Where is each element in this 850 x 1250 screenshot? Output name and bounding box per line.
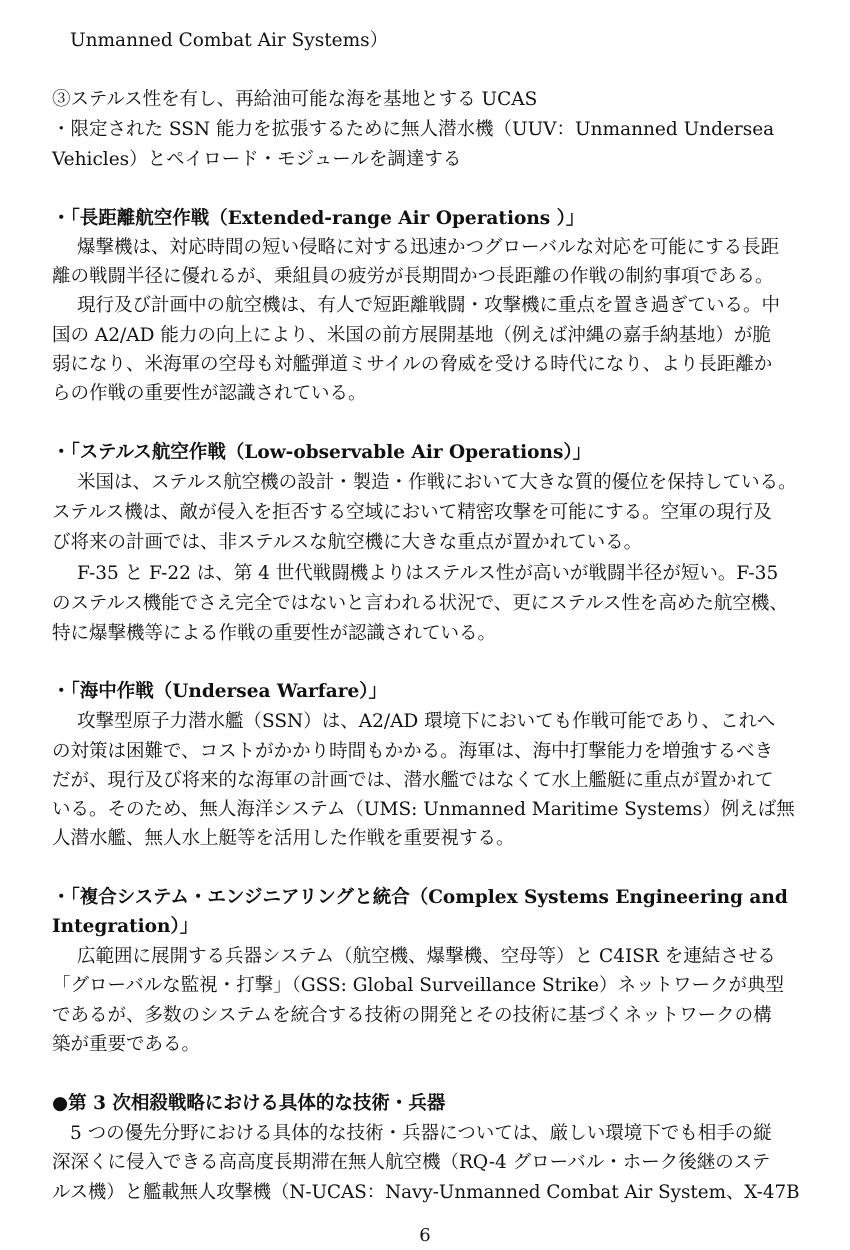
text-line: 攻撃型原子力潜水艦（SSN）は、A2/AD 環境下においても作戦可能であり、これへ (77, 711, 776, 732)
page-number: 6 (419, 1225, 431, 1246)
text-line: 「グローバルな監視・打撃」（GSS: Global Surveillance Strike）ネットワークが典型 (52, 975, 784, 996)
text-line: いる。そのため、無人海洋システム（UMS: Unmanned Maritime Systems）例えば無 (52, 799, 795, 820)
text-line: 広範囲に展開する兵器システム（航空機、爆撃機、空母等）と C4ISR を連結させる (77, 946, 776, 967)
section-heading: ●第 3 次相殺戦略における具体的な技術・兵器 (52, 1093, 446, 1114)
text-line: 現行及び計画中の航空機は、有人で短距離戦闘・攻撃機に重点を置き過ぎている。中 (77, 295, 781, 316)
text-line: 国の A2/AD 能力の向上により、米国の前方展開基地（例えば沖縄の嘉手納基地）が脆 (52, 325, 771, 346)
section-heading: ・「ステルス航空作戦（Low-observable Air Operations）」 (52, 442, 592, 463)
text-line: らの作戦の重要性が認識されている。 (52, 383, 367, 404)
text-line: ステルス機は、敵が侵入を拒否する空域において精密攻撃を可能にする。空軍の現行及 (52, 502, 772, 523)
text-line: 築が重要である。 (52, 1034, 201, 1055)
text-line: 爆撃機は、対応時間の短い侵略に対する迅速かつグローバルな対応を可能にする長距 (77, 237, 780, 258)
text-line: 米国は、ステルス航空機の設計・製造・作戦において大きな質的優位を保持している。 (77, 472, 797, 493)
text-line: Vehicles）とペイロード・モジュールを調達する (52, 149, 462, 170)
text-line: であるが、多数のシステムを統合する技術の開発とその技術に基づくネットワークの構 (52, 1005, 772, 1026)
section-heading: ・「長距離航空作戦（Extended-range Air Operations ）」 (52, 208, 585, 229)
text-line: のステルス機能でさえ完全ではないと言われる状況で、更にステルス性を高めた航空機、 (52, 593, 788, 614)
text-line: び将来の計画では、非ステルスな航空機に大きな重点が置かれている。 (52, 532, 643, 553)
text-line: F-35 と F-22 は、第 4 世代戦闘機よりはステルス性が高いが戦闘半径が短い。F-35 (77, 563, 779, 584)
section-heading: ・「海中作戦（Undersea Warfare）」 (52, 681, 388, 702)
text-line: ルス機）と艦載無人攻撃機（N-UCAS：Navy-Unmanned Combat Air System、X-47B (52, 1182, 800, 1203)
text-line: 深深くに侵入できる高高度長期滞在無人航空機（RQ-4 グローバル・ホーク後継のステ (52, 1152, 771, 1173)
text-line: の対策は困難で、コストがかかり時間もかかる。海軍は、海中打撃能力を増強するべき (52, 741, 774, 762)
text-line: 特に爆撃機等による作戦の重要性が認識されている。 (52, 623, 497, 644)
text-line: 5 つの優先分野における具体的な技術・兵器については、厳しい環境下でも相手の縦 (70, 1123, 772, 1144)
section-heading: Integration）」 (52, 916, 199, 937)
text-line: Unmanned Combat Air Systems） (70, 30, 389, 51)
text-line: 人潜水艦、無人水上艇等を活用した作戦を重要視する。 (52, 828, 515, 849)
text-line: ・限定された SSN 能力を拡張するために無人潜水機（UUV：Unmanned Undersea (52, 119, 775, 140)
section-heading: ・「複合システム・エンジニアリングと統合（Complex Systems Engineering and (52, 887, 788, 908)
text-line: 離の戦闘半径に優れるが、乗組員の疲労が長期間かつ長距離の作戦の制約事項である。 (52, 266, 774, 287)
text-line: ③ステルス性を有し、再給油可能な海を基地とする UCAS (52, 89, 538, 110)
text-line: 弱になり、米海軍の空母も対艦弾道ミサイルの脅威を受ける時代になり、より長距離か (52, 354, 773, 375)
text-line: だが、現行及び将来的な海軍の計画では、潜水艦ではなくて水上艦艇に重点が置かれて (52, 770, 774, 791)
